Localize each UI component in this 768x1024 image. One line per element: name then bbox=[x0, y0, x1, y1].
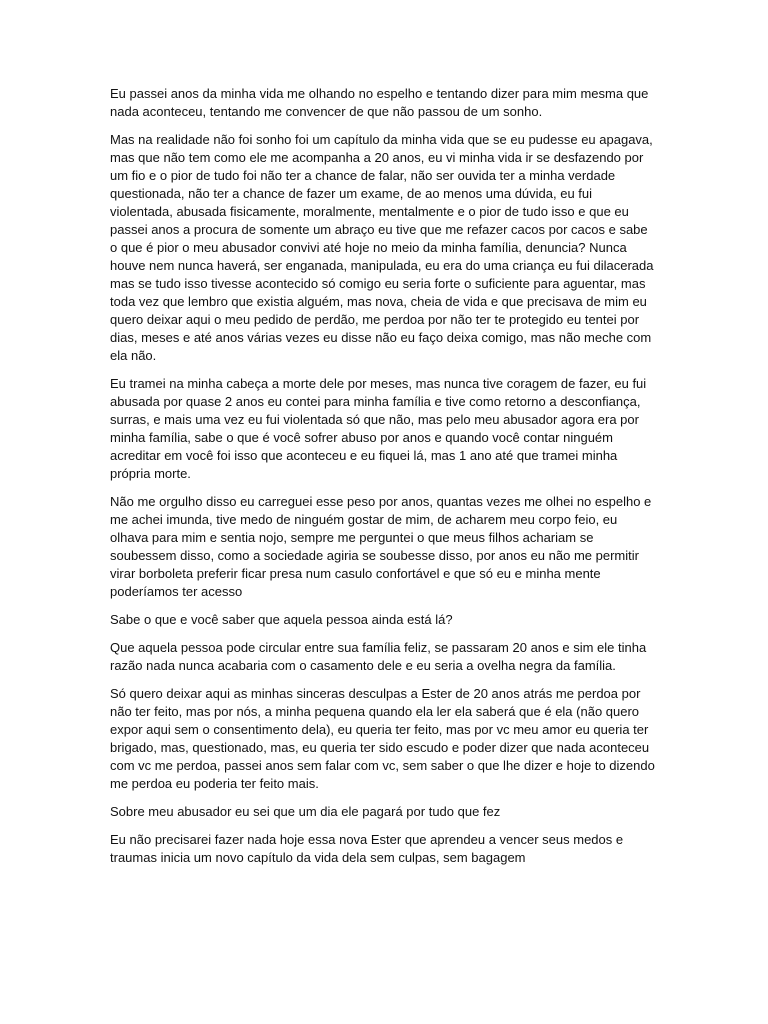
paragraph: Que aquela pessoa pode circular entre sua família feliz, se passaram 20 anos e sim ele tinha razão nada nunca acabaria com o casamento dele e eu seria a ovelha negra da família. bbox=[110, 640, 647, 673]
paragraph: Não me orgulho disso eu carreguei esse peso por anos, quantas vezes me olhei no espelho e me achei imunda, tive medo de ninguém gostar de mim, de acharem meu corpo feio, eu olhava para mim e sentia nojo, sempre me perguntei o que meus filhos achariam se soubessem disso, como a sociedade agiria se soubesse disso, por anos eu não me permitir virar borboleta preferir ficar presa num casulo confortável e que só eu e minha mente poderíamos ter acesso bbox=[110, 494, 652, 599]
paragraph: Só quero deixar aqui as minhas sinceras desculpas a Ester de 20 anos atrás me perdoa por não ter feito, mas por nós, a minha pequena quando ela ler ela saberá que é ela (não quero expor aqui sem o consentimento dela), eu queria ter feito, mas por vc meu amor eu queria ter brigado, mas, questionado, mas, eu queria ter sido escudo e poder dizer que nada aconteceu com vc me perdoa, passei anos sem falar com vc, sem saber o que lhe dizer e hoje to dizendo me perdoa eu poderia ter feito mais. bbox=[110, 686, 655, 791]
paragraph: Eu não precisarei fazer nada hoje essa nova Ester que aprendeu a vencer seus medos e traumas inicia um novo capítulo da vida dela sem culpas, sem bagagem bbox=[110, 832, 624, 865]
paragraph: Eu tramei na minha cabeça a morte dele por meses, mas nunca tive coragem de fazer, eu fui abusada por quase 2 anos eu contei para minha família e tive como retorno a desconfiança, surras, e mais uma vez eu fui violentada só que não, mas pelo meu abusador agora era por minha família, sabe o que é você sofrer abuso por anos e quando você contar ninguém acreditar em você foi isso que aconteceu e eu fiquei lá, mas 1 ano até que tramei minha própria morte. bbox=[110, 376, 647, 481]
paragraph: Sobre meu abusador eu sei que um dia ele pagará por tudo que fez bbox=[110, 804, 501, 819]
paragraph: Sabe o que e você saber que aquela pessoa ainda está lá? bbox=[110, 612, 453, 627]
paragraph: Eu passei anos da minha vida me olhando no espelho e tentando dizer para mim mesma que nada aconteceu, tentando me convencer de que não passou de um sonho. bbox=[110, 86, 649, 119]
paragraph: Mas na realidade não foi sonho foi um capítulo da minha vida que se eu pudesse eu apagava, mas que não tem como ele me acompanha a 20 anos, eu vi minha vida ir se desfazendo por um fio e o pior de tudo foi não ter a chance de falar, não ser ouvida ter a minha verdade questionada, não ter a chance de fazer um exame, de ao menos uma dúvida, eu fui violentada, abusada fisicamente, moralmente, mentalmente e o pior de tudo isso e que eu passei anos a procura de somente um abraço eu tive que me refazer cacos por cacos e sabe o que é pior o meu abusador convivi até hoje no meio da minha família, denuncia? Nunca houve nem nunca haverá, ser enganada, manipulada, eu era do uma criança eu fui dilacerada mas se tudo isso tivesse acontecido só comigo eu seria forte o suficiente para aguentar, mas toda vez que lembro que existia alguém, mas nova, cheia de vida e que precisava de mim eu quero deixar aqui o meu pedido de perdão, me perdoa por não ter te protegido eu tentei por dias, meses e até anos várias vezes eu disse não eu faço deixa comigo, mas não meche com ela não. bbox=[110, 132, 654, 363]
document-body bbox=[110, 85, 658, 877]
